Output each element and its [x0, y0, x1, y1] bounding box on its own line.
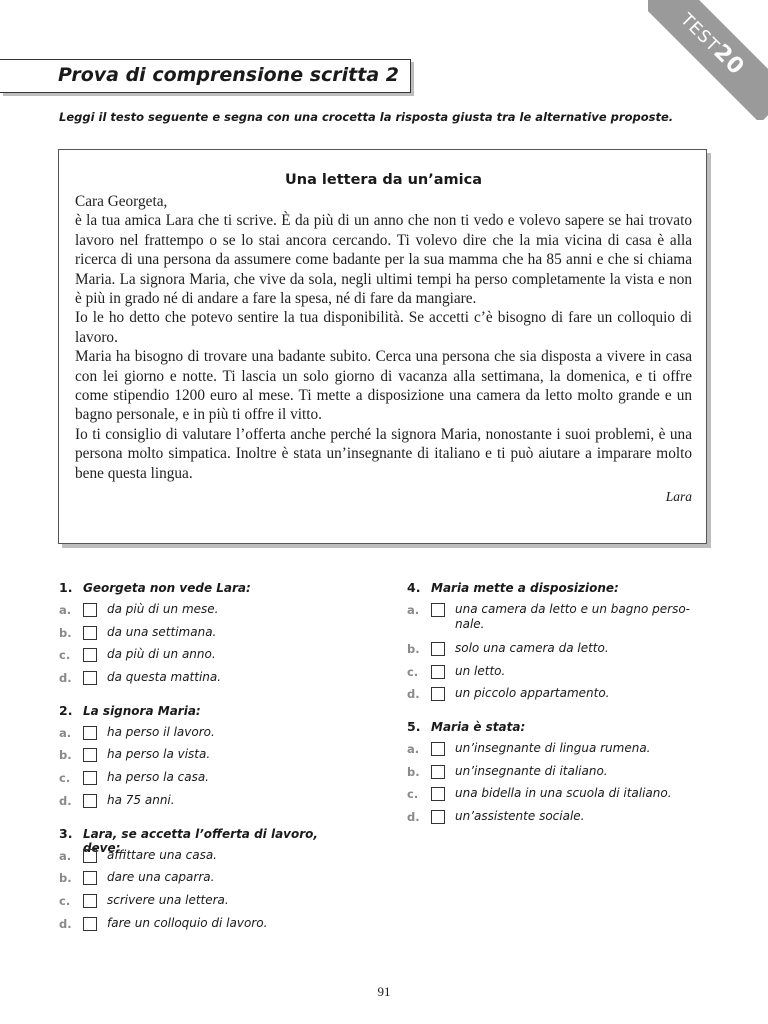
option-4d — [407, 686, 707, 709]
checkbox-5d[interactable] — [431, 810, 445, 824]
option-text: ha perso il lavoro. — [107, 724, 215, 739]
option-5b — [407, 764, 707, 787]
test-badge-ribbon — [648, 0, 768, 120]
questions-right-column — [407, 580, 707, 842]
option-text: una bidella in una scuola di italiano. — [455, 786, 672, 801]
option-letter: b. — [59, 748, 72, 763]
checkbox-2d[interactable] — [83, 794, 97, 808]
letter-signature: Lara — [665, 489, 692, 505]
option-letter: a. — [59, 603, 72, 617]
letter-paragraph: Maria ha bisogno di trovare una badante subito. Cerca una persona che sia disposta a vivere in casa con lei giorno e notte. Ti lascia un solo giorno di vacanza alla settimana, la domenica, e ti offre come stipendio 1200 euro al mese. Ti mette a disposizione una camera da letto molto grande e un bagno personale, e in più ti offre il vitto. — [75, 348, 692, 424]
option-text: una camera da letto e un bagno perso-nale. — [455, 602, 691, 631]
option-text: un’assistente sociale. — [455, 809, 585, 824]
option-letter: a. — [407, 603, 420, 617]
option-letter: a. — [59, 848, 72, 863]
option-2b — [59, 747, 359, 770]
option-text: fare un colloquio di lavoro. — [107, 915, 268, 930]
test-badge-label: TEST — [676, 9, 724, 57]
option-2c — [59, 770, 359, 793]
option-letter: c. — [59, 893, 71, 908]
option-text: un’insegnante di lingua rumena. — [455, 741, 651, 756]
question-text: Lara, se accetta l’offerta di lavoro, deve: — [82, 826, 318, 855]
letter-body — [75, 192, 692, 483]
question-text: Maria è stata: — [431, 720, 526, 735]
question-2 — [59, 703, 359, 816]
option-text: ha perso la casa. — [107, 770, 209, 785]
option-letter: d. — [59, 671, 72, 686]
option-letter: b. — [59, 625, 72, 640]
option-text: ha 75 anni. — [107, 792, 175, 807]
option-text: scrivere una lettera. — [107, 892, 229, 907]
option-3d — [59, 916, 359, 939]
option-letter: b. — [407, 642, 420, 656]
question-3 — [59, 826, 359, 939]
question-text: La signora Maria: — [83, 703, 201, 718]
option-1c — [59, 647, 359, 670]
page-number: 91 — [377, 984, 391, 999]
question-1 — [59, 580, 359, 693]
test-badge — [648, 0, 768, 120]
option-4c — [407, 664, 707, 687]
checkbox-2c[interactable] — [83, 771, 97, 785]
checkbox-1a[interactable] — [83, 603, 97, 617]
option-text: dare una caparra. — [107, 870, 215, 885]
option-text: da più di un anno. — [107, 647, 216, 662]
checkbox-4b[interactable] — [431, 642, 445, 656]
question-number: 4. — [407, 580, 421, 595]
option-2d — [59, 793, 359, 816]
checkbox-4d[interactable] — [431, 687, 445, 701]
option-1b — [59, 625, 359, 648]
option-text: un letto. — [455, 663, 506, 678]
checkbox-2a[interactable] — [83, 726, 97, 740]
checkbox-1d[interactable] — [83, 671, 97, 685]
option-letter: d. — [59, 793, 72, 808]
test-badge-number: 20 — [708, 39, 750, 81]
checkbox-4c[interactable] — [431, 665, 445, 679]
option-2a — [59, 725, 359, 748]
option-letter: a. — [407, 742, 420, 757]
option-letter: c. — [407, 664, 419, 679]
option-text: un’insegnante di italiano. — [455, 763, 608, 778]
question-text: Georgeta non vede Lara: — [83, 581, 251, 595]
question-number: 3. — [59, 825, 73, 841]
option-letter: c. — [59, 771, 71, 786]
checkbox-5c[interactable] — [431, 787, 445, 801]
checkbox-1c[interactable] — [83, 648, 97, 662]
letter-paragraph: è la tua amica Lara che ti scrive. È da più di un anno che non ti vedo e volevo sapere se hai trovato lavoro nel frattempo o se lo stai ancora cercando. Ti volevo dire che la mia vicina di casa è alla ricerca di una persona da assumere come badante per la sua mamma che ha 85 anni e che si chiama Maria. La signora Maria, che vive da sola, negli ultimi tempi ha perso completamente la vista e non è più in grado né di andare a fare la spesa, né di fare da mangiare. — [75, 212, 692, 308]
checkbox-3b[interactable] — [83, 871, 97, 885]
checkbox-4a[interactable] — [431, 603, 445, 617]
option-letter: d. — [407, 687, 420, 702]
checkbox-5b[interactable] — [431, 765, 445, 779]
question-text: Maria mette a disposizione: — [431, 581, 619, 595]
title-box — [0, 59, 411, 93]
questions-left-column — [59, 580, 359, 948]
option-5d — [407, 809, 707, 832]
option-letter: a. — [59, 725, 72, 740]
option-text: ha perso la vista. — [107, 747, 211, 762]
checkbox-5a[interactable] — [431, 742, 445, 756]
question-4 — [407, 580, 707, 709]
letter-heading: Una lettera da un’amica — [284, 172, 483, 188]
option-3c — [59, 893, 359, 916]
option-letter: d. — [59, 916, 72, 931]
checkbox-3a[interactable] — [83, 849, 97, 863]
instructions: Leggi il testo seguente e segna con una crocetta la risposta giusta tra le alternative proposte. — [59, 110, 674, 124]
option-text: da questa mattina. — [107, 670, 222, 685]
option-text: da una settimana. — [107, 624, 217, 639]
option-text: un piccolo appartamento. — [455, 686, 610, 701]
letter-box — [58, 149, 707, 544]
page-title: Prova di comprensione scritta 2 — [58, 64, 399, 86]
option-letter: b. — [59, 871, 72, 886]
question-number: 2. — [59, 702, 73, 718]
question-number: 5. — [407, 719, 421, 735]
option-4b — [407, 641, 707, 664]
letter-paragraph: Io le ho detto che potevo sentire la tua disponibilità. Se accetti c’è bisogno di fare un colloquio di lavoro. — [75, 309, 692, 346]
checkbox-1b[interactable] — [83, 626, 97, 640]
option-1d — [59, 670, 359, 693]
letter-paragraph: Cara Georgeta, — [75, 193, 168, 210]
letter-paragraph: Io ti consiglio di valutare l’offerta anche perché la signora Maria, nonostante i suoi problemi, è una persona molto simpatica. Inoltre è stata un’insegnante di italiano e ti può aiutare a imparare molto bene questa lingua. — [75, 425, 692, 482]
checkbox-3c[interactable] — [83, 894, 97, 908]
option-1a — [59, 602, 359, 625]
option-4a — [407, 602, 707, 641]
option-text: da più di un mese. — [107, 602, 219, 616]
option-5a — [407, 741, 707, 764]
option-letter: d. — [407, 810, 420, 825]
question-5 — [407, 719, 707, 832]
question-number: 1. — [59, 580, 73, 595]
option-text: affittare una casa. — [107, 847, 217, 862]
option-letter: c. — [407, 787, 419, 802]
option-3b — [59, 870, 359, 893]
option-letter: b. — [407, 764, 420, 779]
checkbox-3d[interactable] — [83, 917, 97, 931]
option-letter: c. — [59, 648, 71, 663]
option-text: solo una camera da letto. — [455, 641, 609, 655]
checkbox-2b[interactable] — [83, 748, 97, 762]
option-5c — [407, 786, 707, 809]
